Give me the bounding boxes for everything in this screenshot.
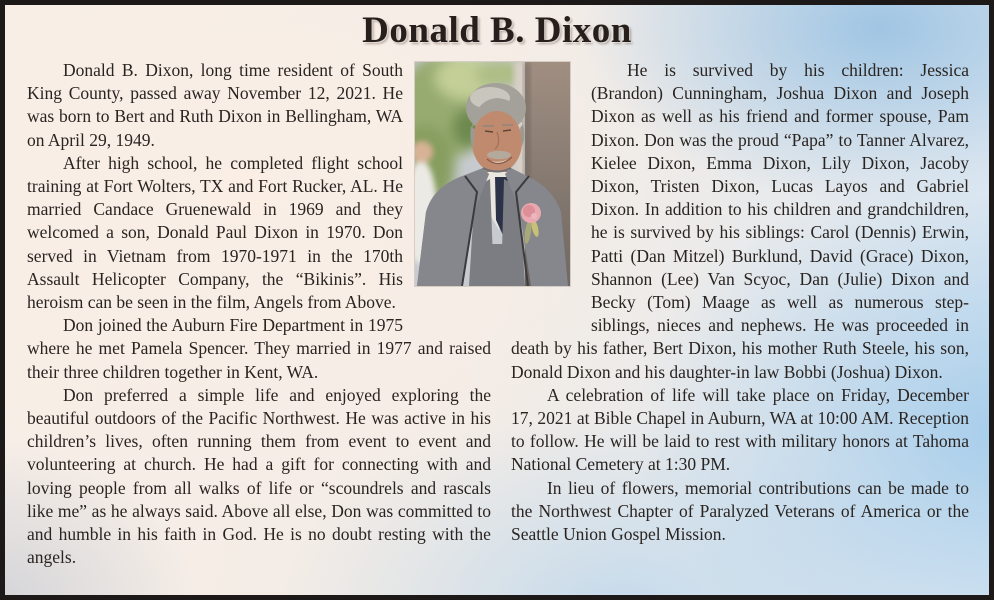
paragraph-military: After high school, he completed flight school training at Fort Wolters, TX and Fort Rucker, AL. He married Candace Gruenewald in 1969 and they welcomed a son, Donald Paul Dixon in 1970. Don served in Vietnam from 1970-1971 in the 170th Assault Helicopter Company, the “Bikinis”. His heroism can be seen in the film, Angels from Above. xyxy=(27,152,403,313)
portrait-illustration xyxy=(415,62,570,286)
right-column xyxy=(511,59,969,569)
masthead xyxy=(5,5,989,55)
paragraph-early-life: Donald B. Dixon, long time resident of South King County, passed away November 12, 2021. He was born to Bert and Ruth Dixon in Bellingham, WA on April 29, 1949. xyxy=(27,60,403,150)
paragraph-memorials: In lieu of flowers, memorial contributions can be made to the Northwest Chapter of Paralyzed Veterans of America or the Seattle Union Gospel Mission. xyxy=(510,477,969,545)
portrait-photo xyxy=(415,62,570,286)
paragraph-survivors: He is survived by his children: Jessica (Brandon) Cunningham, Joshua Dixon and Joseph Dixon as well as his friend and former spouse, Pam Dixon. Don was the proud “Papa” to Tanner Alvarez, Kielee Dixon, Emma Dixon, Lily Dixon, Jacoby Dixon, Tristen Dixon, Lucas Layos and Gabriel Dixon. In addition to his children and grandchildren, he is survived by his siblings: Carol (Dennis) Erwin, Patti (Dan Mitzel) Burklund, David (Grace) Dixon, Shannon (Lee) Van Scyoc, Dan (Julie) Dixon and Becky (Tom) Maage as well as numerous step-siblings, nieces and nephews. He was proceeded in death by his father, Bert Dixon, his mother Ruth Steele, his son, Donald Dixon and his daughter-in law Bobbi (Joshua) Dixon. xyxy=(510,60,969,382)
page-title: Donald B. Dixon xyxy=(362,9,632,51)
paragraph-celebration: A celebration of life will take place on Friday, December 17, 2021 at Bible Chapel in Auburn, WA at 10:00 AM. Reception to follow. He will be laid to rest with military honors at Tahoma National Cemetery at 1:30 PM. xyxy=(510,384,969,475)
paragraph-personal: Don preferred a simple life and enjoyed exploring the beautiful outdoors of the Pacific Northwest. He was active in his children’s lives, often running them from event to event and volunteering at church. He had a gift for connecting with and loving people from all walks of life or “scoundrels and rascals like me” as he always said. Above all else, Don was committed to and humble in his faith in God. He is no doubt resting with the angels. xyxy=(27,384,491,568)
paragraph-fire-dept: Don joined the Auburn Fire Department in 1975 where he met Pamela Spencer. They married in 1977 and raised their three children together in Kent, WA. xyxy=(27,315,491,382)
